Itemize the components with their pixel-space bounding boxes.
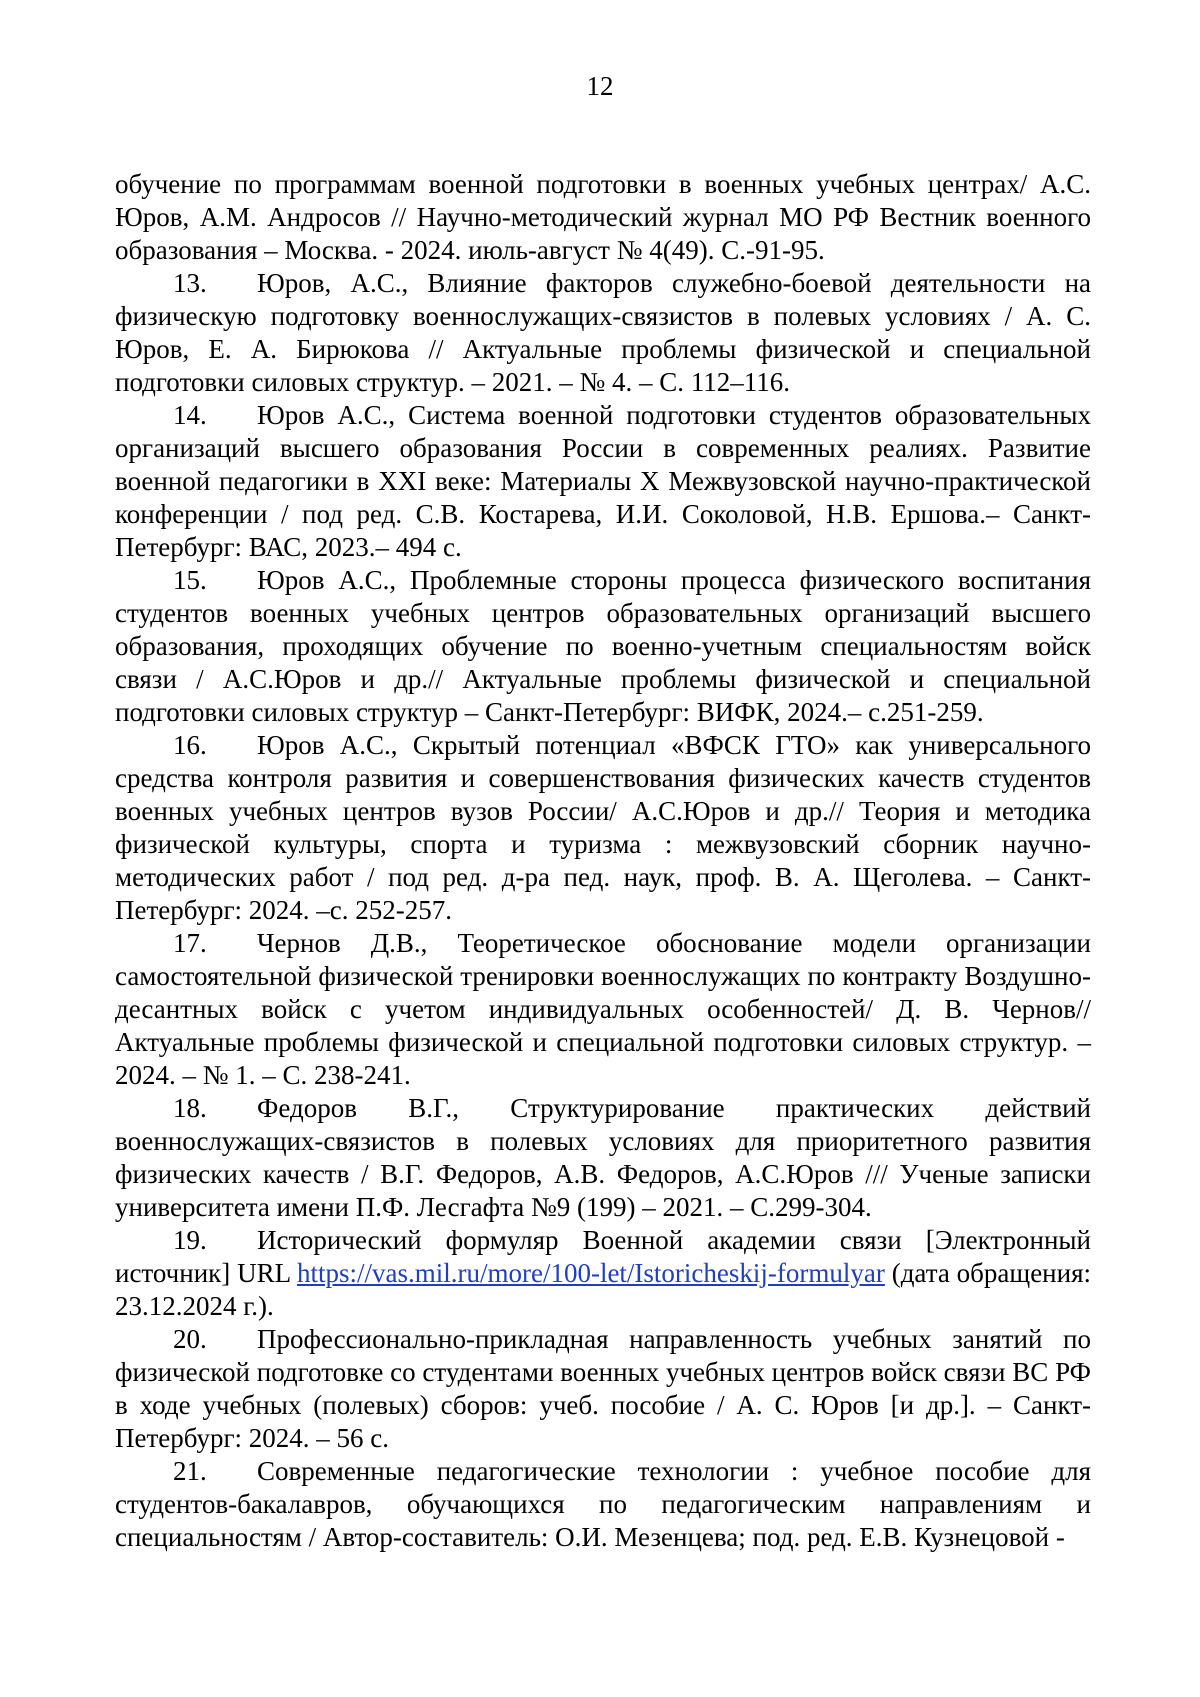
reference-text: Чернов Д.В., Теоретическое обоснование модели организации самостоятельной физической тренировки военнослужащих по контракту Воздушно-десантных войск с учетом индивидуальных особенностей/ Д. В. Чернов// Актуальные проблемы физической и специальной подготовки силовых структур. – 2024. – № 1. – С. 238-241. [115, 928, 1091, 1090]
reference-text: Юров А.С., Система военной подготовки студентов образовательных организаций высшего образования России в современных реалиях. Развитие военной педагогики в XXI веке: Материалы X Межвузовской научно-практической конференции / под ред. С.В. Костарева, И.И. Соколовой, Н.В. Ершова.– Санкт-Петербург: ВАС, 2023.– 494 с. [115, 400, 1091, 562]
reference-text-before-link: Исторический формуляр Военной академии связи [Электронный источник] URL [115, 1225, 1091, 1288]
reference-item [115, 729, 1091, 927]
reference-url-link[interactable]: https://vas.mil.ru/more/100-let/Istoricheskij-formulyar [296, 1258, 885, 1288]
reference-text: Юров А.С., Проблемные стороны процесса физического воспитания студентов военных учебных центров образовательных организаций высшего образования, проходящих обучение по военно-учетным специальностям войск связи / А.С.Юров и др.// Актуальные проблемы физической и специальной подготовки силовых структур – Санкт-Петербург: ВИФК, 2024.– с.251-259. [115, 565, 1091, 727]
reference-text: Федоров В.Г., Структурирование практических действий военнослужащих-связистов в полевых условиях для приоритетного развития физических качеств / В.Г. Федоров, А.В. Федоров, А.С.Юров /// Ученые записки университета имени П.Ф. Лесгафта №9 (199) – 2021. – С.299-304. [115, 1093, 1091, 1222]
reference-number: 14. [173, 400, 207, 430]
reference-text: Юров, А.С., Влияние факторов служебно-боевой деятельности на физическую подготовку военнослужащих-связистов в полевых условиях / А. С. Юров, Е. А. Бирюкова // Актуальные проблемы физической и специальной подготовки силовых структур. – 2021. – № 4. – С. 112–116. [115, 268, 1091, 397]
reference-text: Юров А.С., Скрытый потенциал «ВФСК ГТО» как универсального средства контроля развития и совершенствования физических качеств студентов военных учебных центров вузов России/ А.С.Юров и др.// Теория и методика физической культуры, спорта и туризма : межвузовский сборник научно-методических работ / под ред. д-ра пед. наук, проф. В. А. Щеголева. – Санкт-Петербург: 2024. –с. 252-257. [115, 730, 1091, 925]
reference-item [115, 927, 1091, 1092]
reference-number: 17. [173, 928, 207, 958]
reference-number: 21. [173, 1456, 207, 1486]
reference-text-after-link: (дата обращения: 23.12.2024 г.). [115, 1258, 1091, 1321]
reference-number: 18. [173, 1093, 207, 1123]
reference-item [115, 267, 1091, 399]
reference-item [115, 1323, 1091, 1455]
reference-number: 15. [173, 565, 207, 595]
reference-continuation: обучение по программам военной подготовки в военных учебных центрах/ А.С. Юров, А.М. Андросов // Научно-методический журнал МО РФ Вестник военного образования – Москва. - 2024. июль-август № 4(49). С.-91-95. [115, 169, 1091, 265]
reference-item [115, 399, 1091, 564]
reference-text: Современные педагогические технологии : учебное пособие для студентов-бакалавров, обучающихся по педагогическим направлениям и специальностям / Автор-составитель: О.И. Мезенцева; под. ред. Е.В. Кузнецовой - [115, 1456, 1091, 1552]
reference-text: Профессионально-прикладная направленность учебных занятий по физической подготовке со студентами военных учебных центров войск связи ВС РФ в ходе учебных (полевых) сборов: учеб. пособие / А. С. Юров [и др.]. – Санкт-Петербург: 2024. – 56 с. [115, 1324, 1091, 1453]
reference-number: 19. [173, 1225, 207, 1255]
reference-list [115, 168, 1091, 1554]
reference-number: 20. [173, 1324, 207, 1354]
reference-item [115, 1455, 1091, 1554]
reference-item [115, 1224, 1091, 1323]
reference-number: 13. [173, 268, 207, 298]
reference-item [115, 1092, 1091, 1224]
reference-number: 16. [173, 730, 207, 760]
reference-item [115, 564, 1091, 729]
page-number: 12 [586, 71, 614, 101]
